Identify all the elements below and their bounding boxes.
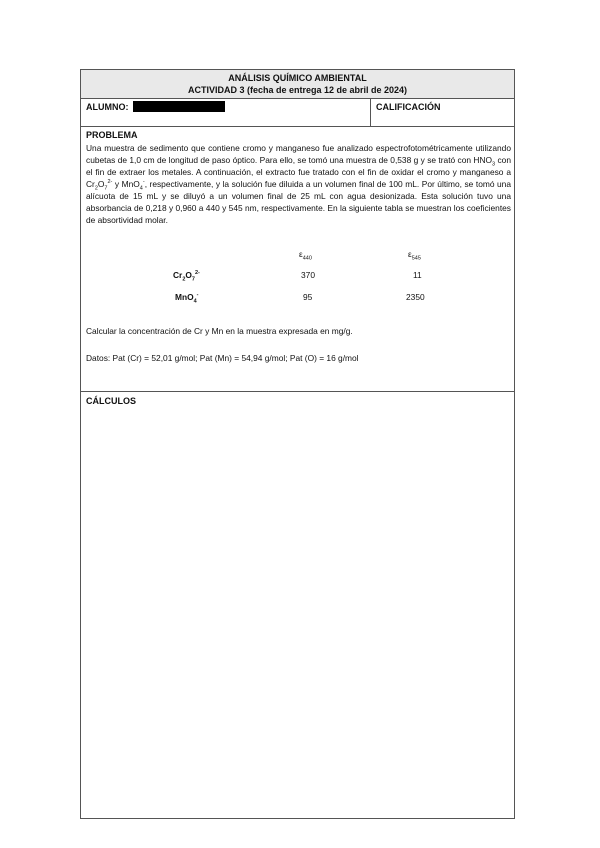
problem-question: Calcular la concentración de Cr y Mn en la muestra expresada en mg/g. <box>86 326 353 336</box>
problem-data: Datos: Pat (Cr) = 52,01 g/mol; Pat (Mn) = 54,94 g/mol; Pat (O) = 16 g/mol <box>86 353 359 363</box>
cell-dichromate-440: 370 <box>301 270 315 280</box>
activity-form <box>80 69 515 819</box>
cell-permanganate-440: 95 <box>303 292 313 302</box>
redacted-name <box>133 101 225 112</box>
row-label-dichromate: $Cr_2O_7^{2-}$ <box>173 270 200 283</box>
col-header-440: $\varepsilon_{440}$ <box>299 249 312 262</box>
activity-title: ACTIVIDAD 3 (fecha de entrega 12 de abril de 2024) <box>187 85 408 95</box>
student-row <box>81 99 514 127</box>
cell-permanganate-545: 2350 <box>406 292 425 302</box>
course-title: ANÁLISIS QUÍMICO AMBIENTAL <box>228 73 367 83</box>
row-label-permanganate: MnO$_4$- <box>175 292 199 305</box>
problem-statement: Una muestra de sedimento que contiene cromo y manganeso fue analizado espectrofotométricamente utilizando cubetas de 1,0 cm de longitud de paso óptico. Para ello, se tomó una muestra de 0,538 g y se trató con $HNO_3$ con el fin de extraer los metales. A continuación, el extracto fue tratado con el fin de oxidar el cromo y manganeso a $Cr_2O_7^{2-}$ y MnO$_4$-, respectivamente, y la solución fue diluida a un volumen final de 100 mL. Por último, se tomó una alícuota de 15 mL y se diluyó a un volumen final de 25 mL con agua desionizada. Esta solución tuvo una absorbancia de 0,218 y 0,960 a 440 y 545 nm, respectivamente. En la siguiente tabla se muestran los coeficientes de absortividad molar. <box>86 143 511 225</box>
alumno-cell <box>81 99 371 126</box>
calificacion-label: CALIFICACIÓN <box>376 102 441 112</box>
alumno-label: ALUMNO: <box>86 102 129 112</box>
calculations-heading: CÁLCULOS <box>86 396 136 406</box>
col-header-545: $\varepsilon_{545}$ <box>408 249 421 262</box>
problem-heading: PROBLEMA <box>86 130 138 140</box>
problem-section <box>81 127 514 392</box>
form-header <box>81 70 514 99</box>
cell-dichromate-545: 11 <box>413 270 422 280</box>
